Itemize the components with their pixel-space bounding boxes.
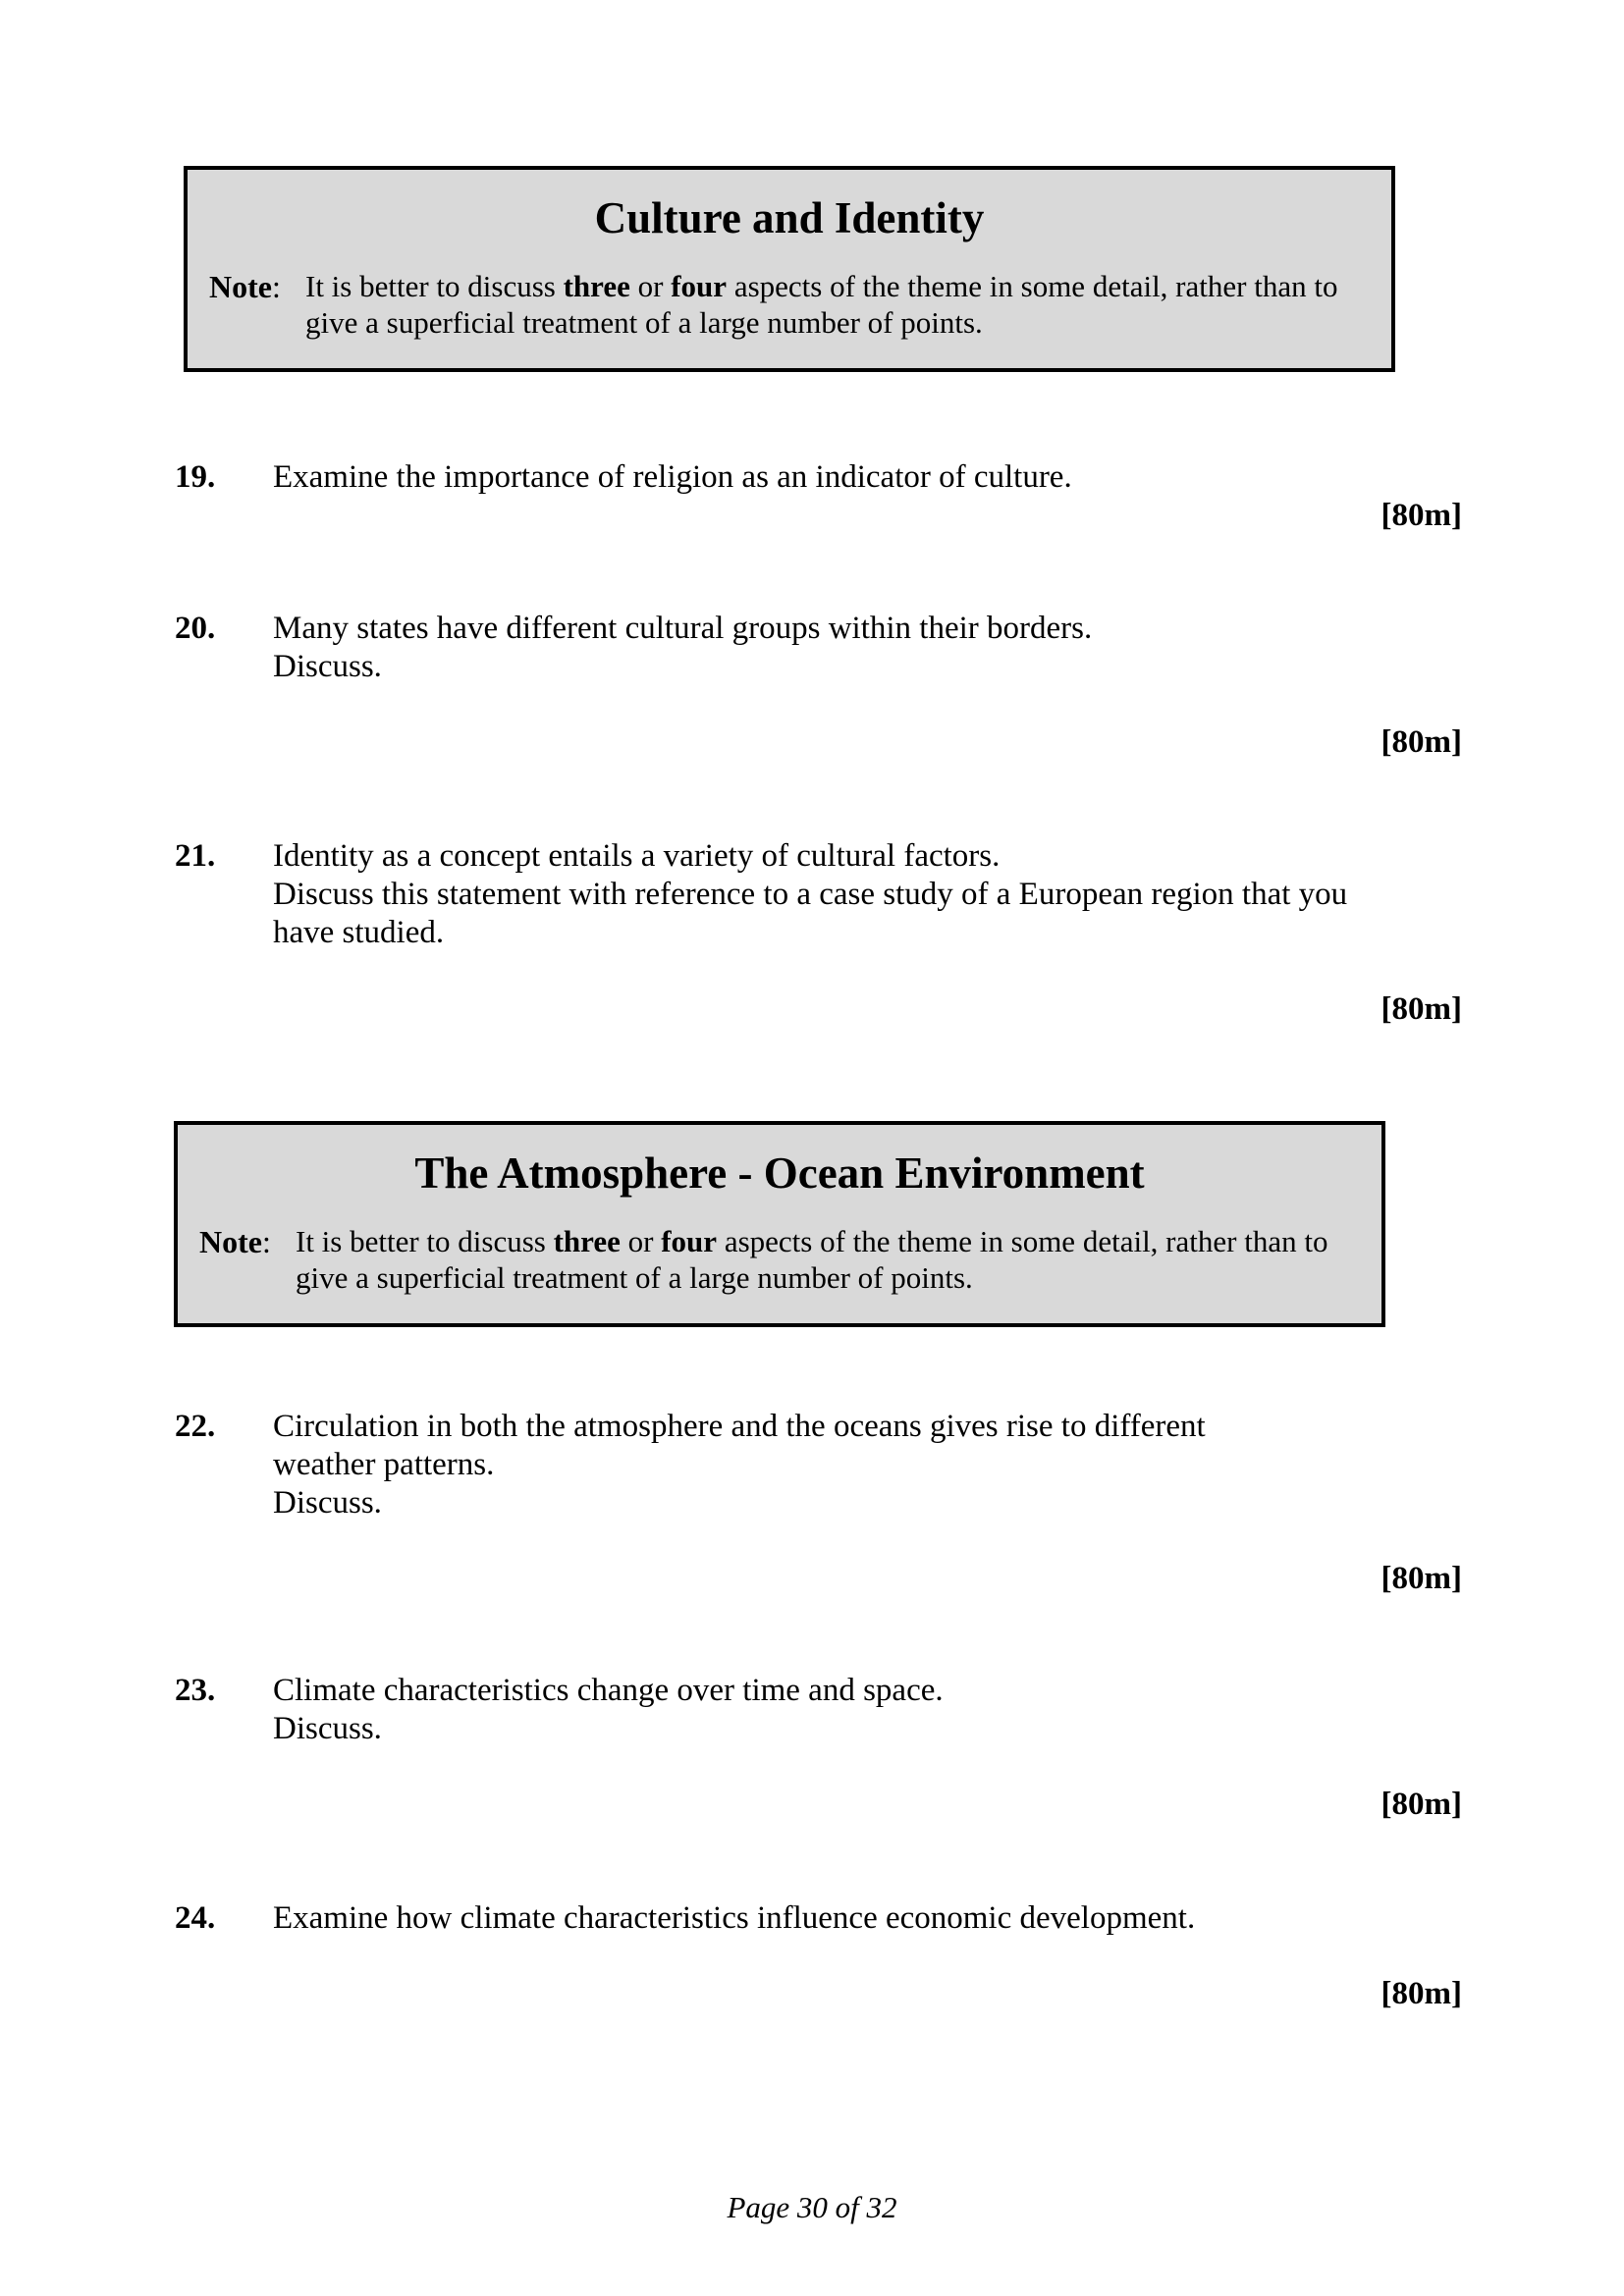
question-text: Examine how climate characteristics influence economic development. [273, 1900, 1196, 1936]
question-text: weather patterns. [273, 1447, 495, 1482]
note-text: It is better to discuss three or four aspects of the theme in some detail, rather than to give a superficial treatment of a large number of points. [296, 1224, 1328, 1295]
question-text: have studied. [273, 915, 445, 950]
question-text: Discuss. [273, 649, 382, 684]
question-text: Discuss. [273, 1485, 382, 1521]
question-text: Discuss. [273, 1711, 382, 1746]
question-text: Circulation in both the atmosphere and the oceans gives rise to different [273, 1409, 1206, 1444]
question-text: Many states have different cultural groups within their borders. [273, 611, 1093, 646]
note-label: Note: [209, 269, 281, 304]
question-number: 21. [175, 838, 216, 874]
section-header-atmosphere-ocean [174, 1121, 1385, 1327]
question-text: Discuss this statement with reference to a case study of a European region that you [273, 877, 1348, 912]
question-number: 20. [175, 611, 216, 646]
question-number: 24. [175, 1900, 216, 1936]
question-marks: [80m] [1380, 991, 1462, 1027]
question-marks: [80m] [1380, 724, 1462, 760]
question-marks: [80m] [1380, 1787, 1462, 1822]
note-text: It is better to discuss three or four aspects of the theme in some detail, rather than to give a superficial treatment of a large number of points. [305, 269, 1338, 340]
section-title: The Atmosphere - Ocean Environment [414, 1148, 1145, 1198]
question-text: Identity as a concept entails a variety of cultural factors. [273, 838, 1001, 874]
section-title: Culture and Identity [594, 193, 985, 242]
question-marks: [80m] [1380, 1976, 1462, 2011]
question-text: Examine the importance of religion as an indicator of culture. [273, 459, 1072, 495]
question-marks: [80m] [1380, 1561, 1462, 1596]
question-number: 23. [175, 1673, 216, 1708]
question-marks: [80m] [1380, 498, 1462, 533]
page-number: Page 30 of 32 [727, 2190, 897, 2224]
question-number: 22. [175, 1409, 216, 1444]
section-header-culture-identity [184, 166, 1395, 372]
question-number: 19. [175, 459, 216, 495]
question-text: Climate characteristics change over time and space. [273, 1673, 944, 1708]
note-label: Note: [199, 1224, 271, 1259]
